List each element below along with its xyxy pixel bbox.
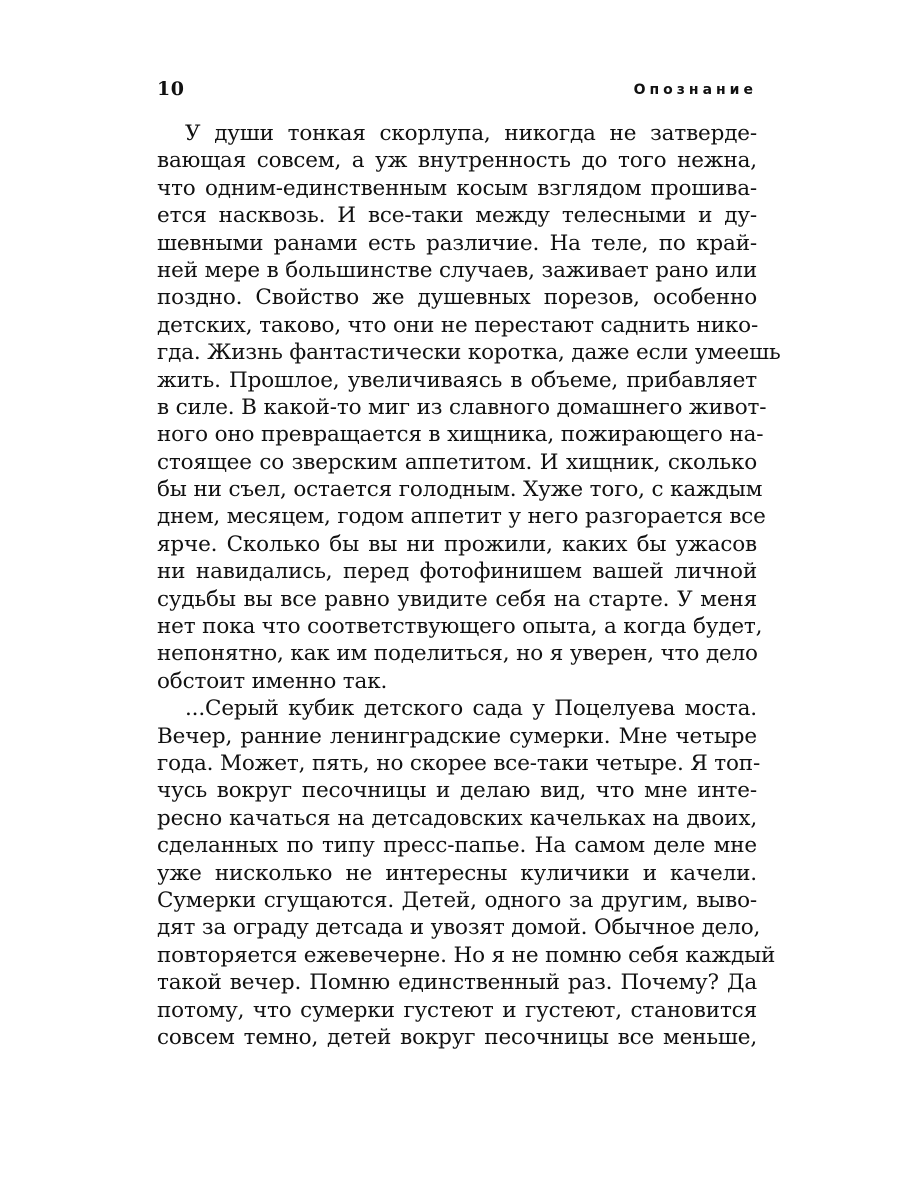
text-line: ресно качаться на детсадовских качельках на двоих,	[157, 805, 757, 831]
text-line: гда. Жизнь фантастически коротка, даже если умеешь	[157, 340, 781, 366]
text-line: года. Может, пять, но скорее все-таки четыре. Я топ-	[157, 750, 761, 776]
text-line: чусь вокруг песочницы и делаю вид, что мне инте-	[157, 778, 757, 804]
text-line: что одним-единственным косым взглядом прошива-	[157, 175, 757, 201]
text-line: в силе. В какой-то миг из славного домашнего живот-	[157, 394, 767, 420]
text-line: стоящее со зверским аппетитом. И хищник, сколько	[157, 449, 757, 475]
text-line: Вечер, ранние ленинградские сумерки. Мне четыре	[157, 723, 757, 749]
text-line: Сумерки сгущаются. Детей, одного за другим, выво-	[157, 887, 757, 913]
text-line: бы ни съел, остается голодным. Хуже того, с каждым	[157, 477, 763, 503]
text-line: сделанных по типу пресс-папье. На самом деле мне	[157, 833, 757, 859]
text-line: судьбы вы все равно увидите себя на старте. У меня	[157, 586, 757, 612]
text-line: жить. Прошлое, увеличиваясь в объеме, прибавляет	[157, 367, 757, 393]
text-line: шевными ранами есть различие. На теле, по край-	[157, 230, 757, 256]
text-line: ни навидались, перед фотофинишем вашей личной	[157, 559, 757, 585]
paragraph-2	[157, 695, 776, 1051]
text-line: поздно. Свойство же душевных порезов, особенно	[157, 285, 757, 311]
text-line: вающая совсем, а уж внутренность до того нежна,	[157, 148, 757, 174]
text-line: ней мере в большинстве случаев, заживает рано или	[157, 257, 757, 283]
text-line: уже нисколько не интересны куличики и качели.	[157, 860, 757, 886]
text-line: обстоит именно так.	[157, 668, 388, 694]
text-line: ется насквозь. И все-таки между телесными и ду-	[157, 203, 757, 229]
paragraph-1	[157, 120, 781, 695]
text-line: детских, таково, что они не перестают саднить нико-	[157, 312, 759, 338]
running-head: Опознание	[633, 82, 757, 98]
text-line: дят за ограду детсада и увозят домой. Обычное дело,	[157, 915, 761, 941]
text-line: непонятно, как им поделиться, но я уверен, что дело	[157, 641, 758, 667]
text-line: ного оно превращается в хищника, пожирающего на-	[157, 422, 764, 448]
text-line: ярче. Сколько бы вы ни прожили, каких бы ужасов	[157, 531, 757, 557]
body-text	[157, 120, 781, 1051]
text-line: нет пока что соответствующего опыта, а когда будет,	[157, 614, 763, 640]
text-line: У души тонкая скорлупа, никогда не затверде-	[185, 121, 757, 146]
text-line: такой вечер. Помню единственный раз. Почему? Да	[157, 970, 757, 996]
text-line: совсем темно, детей вокруг песочницы все меньше,	[157, 1024, 757, 1050]
page-number: 10	[157, 78, 185, 100]
text-line: повторяется ежевечерне. Но я не помню себя каждый	[157, 942, 776, 968]
text-line: ...Серый кубик детского сада у Поцелуева моста.	[185, 696, 757, 722]
text-line: днем, месяцем, годом аппетит у него разгорается все	[157, 504, 766, 530]
text-line: потому, что сумерки густеют и густеют, становится	[157, 997, 757, 1023]
